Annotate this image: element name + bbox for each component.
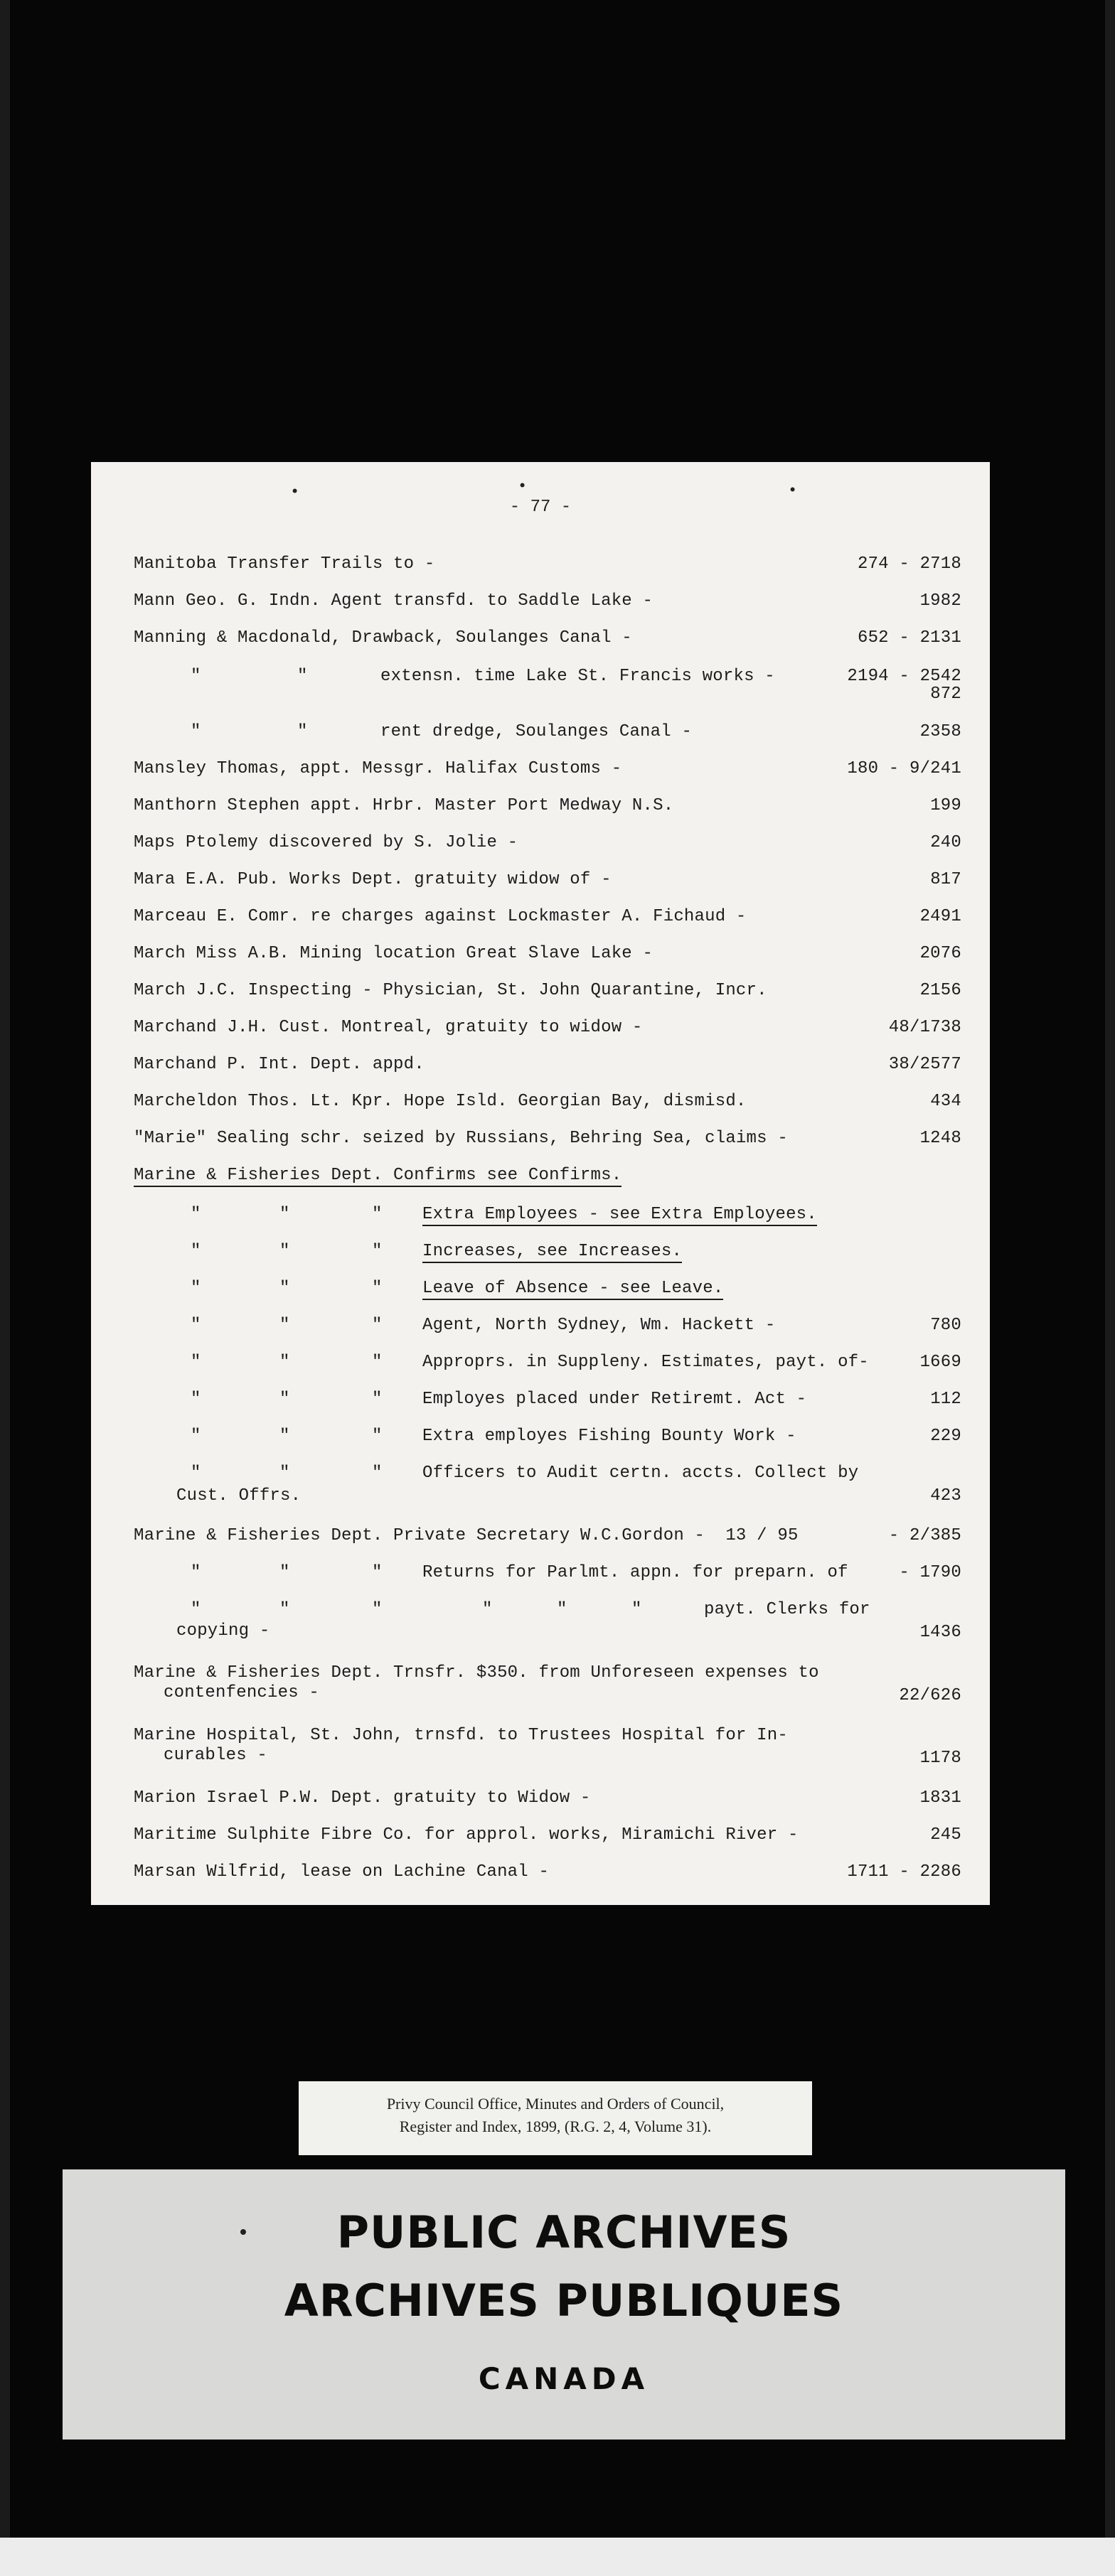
index-entry: Marsan Wilfrid, lease on Lachine Canal - 1711 - 2286: [134, 1862, 961, 1882]
punch-mark-center: •: [518, 478, 528, 495]
ditto-mark: ": [372, 1427, 383, 1446]
ditto-mark: ": [372, 1353, 383, 1372]
ditto-mark: ": [191, 1464, 201, 1483]
index-entry: " " " Returns for Parlmt. appn. for preparn. of - 1790: [191, 1563, 961, 1582]
index-entry: " " " Approprs. in Suppleny. Estimates, payt. of- 1669: [191, 1353, 961, 1372]
index-entry: Maritime Sulphite Fibre Co. for approl. works, Miramichi River - 245: [134, 1825, 961, 1845]
index-entry: Maps Ptolemy discovered by S. Jolie - 240: [134, 833, 961, 852]
index-entry: " " " " " " payt. Clerks for copying - 1436: [176, 1600, 961, 1642]
index-entry: Marcheldon Thos. Lt. Kpr. Hope Isld. Georgian Bay, dismisd. 434: [134, 1092, 961, 1111]
ditto-mark: ": [372, 1600, 383, 1619]
ditto-mark: ": [279, 1316, 290, 1335]
index-entry: Marine Hospital, St. John, trnsfd. to Trustees Hospital for In- curables - 1178: [134, 1726, 961, 1768]
index-entry: Marine & Fisheries Dept. Trnsfr. $350. from Unforeseen expenses to contenfencies - 22/626: [134, 1663, 961, 1705]
ditto-mark: ": [482, 1600, 493, 1619]
index-entry: Mara E.A. Pub. Works Dept. gratuity widow of - 817: [134, 870, 961, 889]
index-entry: Marine & Fisheries Dept. Confirms see Confirms.: [91, 1166, 990, 1203]
ditto-mark: ": [372, 1464, 383, 1483]
ditto-mark: ": [279, 1279, 290, 1298]
index-entry: " " " Increases, see Increases.: [91, 1242, 990, 1279]
ditto-mark: ": [279, 1427, 290, 1446]
index-entry: Mansley Thomas, appt. Messgr. Halifax Customs - 180 - 9/241: [134, 759, 961, 778]
film-edge-right: [1105, 0, 1115, 2538]
page-number: - 77 -: [509, 498, 572, 517]
stamp-line-archives-publiques: ARCHIVES PUBLIQUES: [284, 2275, 844, 2327]
index-entry: Manitoba Transfer Trails to - 274 - 2718: [134, 554, 961, 574]
ditto-mark: ": [191, 1390, 201, 1409]
ditto-mark: ": [279, 1390, 290, 1409]
ditto-mark: ": [191, 722, 201, 741]
index-entry: " " " Extra employes Fishing Bounty Work - 229: [191, 1427, 961, 1446]
index-entry: Marion Israel P.W. Dept. gratuity to Widow - 1831: [134, 1788, 961, 1808]
index-entry: " " " Leave of Absence - see Leave.: [91, 1279, 990, 1316]
index-entry: March Miss A.B. Mining location Great Slave Lake - 2076: [134, 944, 961, 963]
stamp-line-canada: CANADA: [478, 2361, 650, 2396]
ditto-mark: ": [279, 1353, 290, 1372]
ditto-mark: ": [279, 1205, 290, 1224]
ditto-mark: ": [631, 1600, 642, 1619]
ditto-mark: ": [191, 1205, 201, 1224]
punch-mark-right: •: [788, 482, 798, 500]
index-entry: Manthorn Stephen appt. Hrbr. Master Port Medway N.S. 199: [134, 796, 961, 815]
index-entry: March J.C. Inspecting - Physician, St. John Quarantine, Incr. 2156: [134, 981, 961, 1000]
ditto-mark: ": [372, 1205, 383, 1224]
index-entry: Marceau E. Comr. re charges against Lockmaster A. Fichaud - 2491: [134, 907, 961, 926]
index-entry: Mann Geo. G. Indn. Agent transfd. to Saddle Lake - 1982: [134, 591, 961, 611]
index-entry: " " " Extra Employees - see Extra Employees.: [91, 1205, 990, 1242]
ditto-mark: ": [191, 1353, 201, 1372]
ditto-mark: ": [191, 1563, 201, 1582]
index-entry: "Marie" Sealing schr. seized by Russians, Behring Sea, claims - 1248: [134, 1129, 961, 1148]
ditto-mark: ": [279, 1563, 290, 1582]
index-entry: Marchand P. Int. Dept. appd. 38/2577: [134, 1055, 961, 1074]
index-page: [91, 462, 990, 1905]
ditto-mark: ": [372, 1390, 383, 1409]
index-entry: " " " Agent, North Sydney, Wm. Hackett - 780: [191, 1316, 961, 1335]
index-entry: " " " Officers to Audit certn. accts. Collect by Cust. Offrs. 423: [176, 1464, 961, 1506]
caption-line: Register and Index, 1899, (R.G. 2, 4, Volume 31).: [399, 2118, 712, 2135]
bottom-band: [0, 2538, 1115, 2576]
archives-stamp: [63, 2169, 1065, 2440]
ditto-mark: ": [191, 1242, 201, 1261]
index-entry: " " rent dredge, Soulanges Canal - 2358: [191, 722, 961, 741]
ditto-mark: ": [372, 1563, 383, 1582]
ditto-mark: ": [297, 667, 308, 686]
ditto-mark: ": [557, 1600, 567, 1619]
ditto-mark: ": [191, 1279, 201, 1298]
index-entry: Marine & Fisheries Dept. Private Secretary W.C.Gordon - 13 / 95 - 2/385: [134, 1526, 961, 1545]
ditto-mark: ": [372, 1279, 383, 1298]
ditto-mark: ": [297, 722, 308, 741]
film-edge-left: [0, 0, 10, 2538]
punch-mark-left: •: [290, 483, 300, 501]
ditto-mark: ": [191, 1600, 201, 1619]
ditto-mark: ": [372, 1316, 383, 1335]
index-entry: " " extensn. time Lake St. Francis works - 2194 - 2542 872: [191, 667, 961, 704]
index-entry: Marchand J.H. Cust. Montreal, gratuity to widow - 48/1738: [134, 1018, 961, 1037]
caption-line: Privy Council Office, Minutes and Orders of Council,: [386, 2095, 725, 2113]
ditto-mark: ": [279, 1464, 290, 1483]
ditto-mark: ": [279, 1600, 290, 1619]
ditto-mark: ": [191, 1316, 201, 1335]
ditto-mark: ": [279, 1242, 290, 1261]
ditto-mark: ": [372, 1242, 383, 1261]
stamp-line-public-archives: PUBLIC ARCHIVES: [336, 2206, 791, 2258]
ditto-mark: ": [191, 667, 201, 686]
archive-caption: [299, 2081, 812, 2155]
index-entry: Manning & Macdonald, Drawback, Soulanges Canal - 652 - 2131: [134, 628, 961, 648]
ditto-mark: ": [191, 1427, 201, 1446]
index-entry: " " " Employes placed under Retiremt. Act - 112: [191, 1390, 961, 1409]
